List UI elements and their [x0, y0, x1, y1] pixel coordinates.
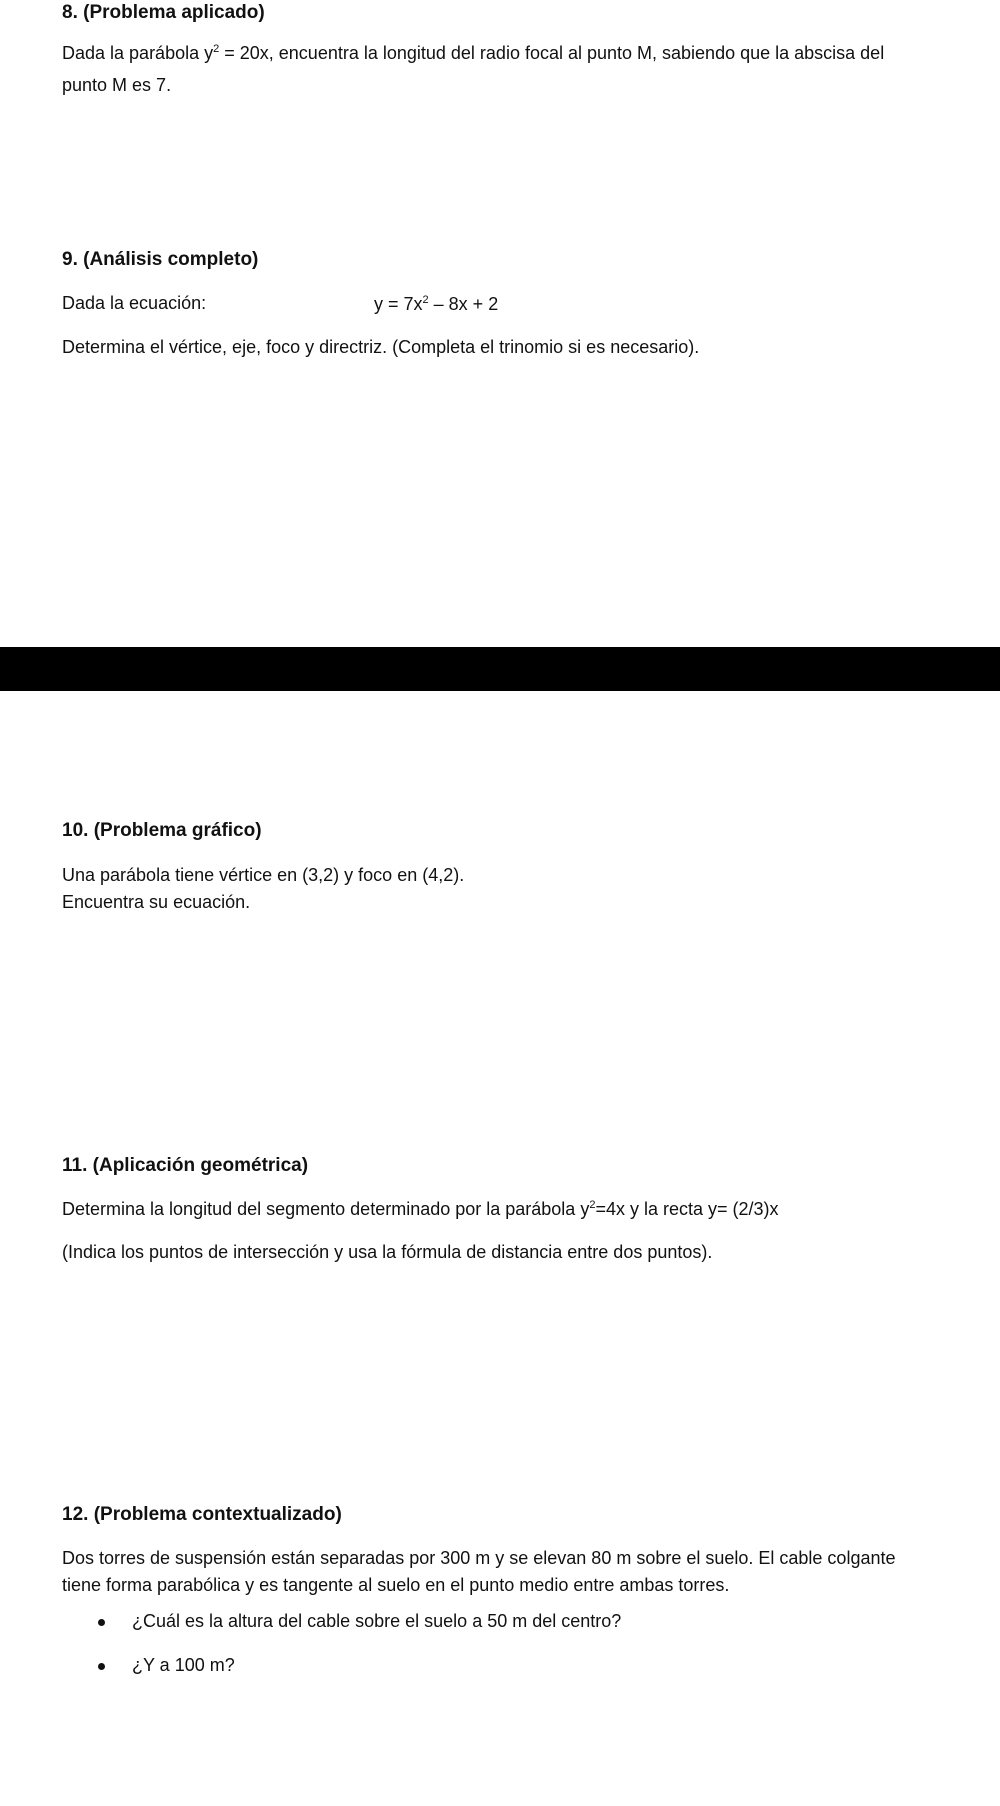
problem-8-line2: punto M es 7.	[62, 75, 172, 95]
list-item	[62, 1652, 962, 1696]
problem-11-text-a: Determina la longitud del segmento determinado por la parábola	[62, 1199, 581, 1219]
bullet-icon	[98, 1663, 105, 1670]
problem-9-equation: $y = 7x^2 - 8x + 2$	[374, 294, 499, 314]
problem-9-heading: 9. (Análisis completo)	[62, 249, 259, 270]
problem-11-parabola-equation: $y^2=4x$	[580, 1199, 625, 1219]
problem-9-label: Dada la ecuación:	[62, 293, 207, 313]
problem-10-line1: Una parábola tiene vértice en (3,2) y foco en (4,2).	[62, 865, 465, 885]
problem-8-text-a: Dada la parábola	[62, 43, 205, 63]
problem-12-line2: tiene forma parabólica y es tangente al suelo en el punto medio entre ambas torres.	[62, 1575, 730, 1595]
problem-12-question-1: ¿Cuál es la altura del cable sobre el suelo a 50 m del centro?	[132, 1611, 622, 1631]
problem-12-line1: Dos torres de suspensión están separadas por 300 m y se elevan 80 m sobre el suelo. El cable colgante	[62, 1548, 896, 1568]
problem-11-line-equation: y= (2/3)x	[708, 1199, 779, 1219]
problem-8-equation: $y^2 = 20x$	[204, 43, 269, 63]
problem-12-question-2: ¿Y a 100 m?	[132, 1655, 235, 1675]
black-band-divider	[0, 647, 1000, 691]
problem-11-text-b: y la recta	[624, 1199, 709, 1219]
problem-11-statement	[62, 1196, 982, 1223]
problem-12-question-list	[62, 1608, 962, 1696]
list-item	[62, 1608, 962, 1652]
problem-11-heading: 11. (Aplicación geométrica)	[62, 1155, 309, 1176]
problem-10-heading: 10. (Problema gráfico)	[62, 820, 262, 841]
problem-8-heading: 8. (Problema aplicado)	[62, 2, 265, 23]
problem-8-text-b: , encuentra la longitud del radio focal al punto M, sabiendo que la abscisa del	[268, 43, 885, 63]
problem-12-heading: 12. (Problema contextualizado)	[62, 1504, 342, 1525]
problem-11-line2: (Indica los puntos de intersección y usa la fórmula de distancia entre dos puntos).	[62, 1242, 713, 1262]
problem-10-line2: Encuentra su ecuación.	[62, 892, 251, 912]
problem-9-instruction: Determina el vértice, eje, foco y directriz. (Completa el trinomio si es necesario).	[62, 337, 700, 357]
problem-8-statement	[62, 40, 982, 67]
bullet-icon	[98, 1619, 105, 1626]
